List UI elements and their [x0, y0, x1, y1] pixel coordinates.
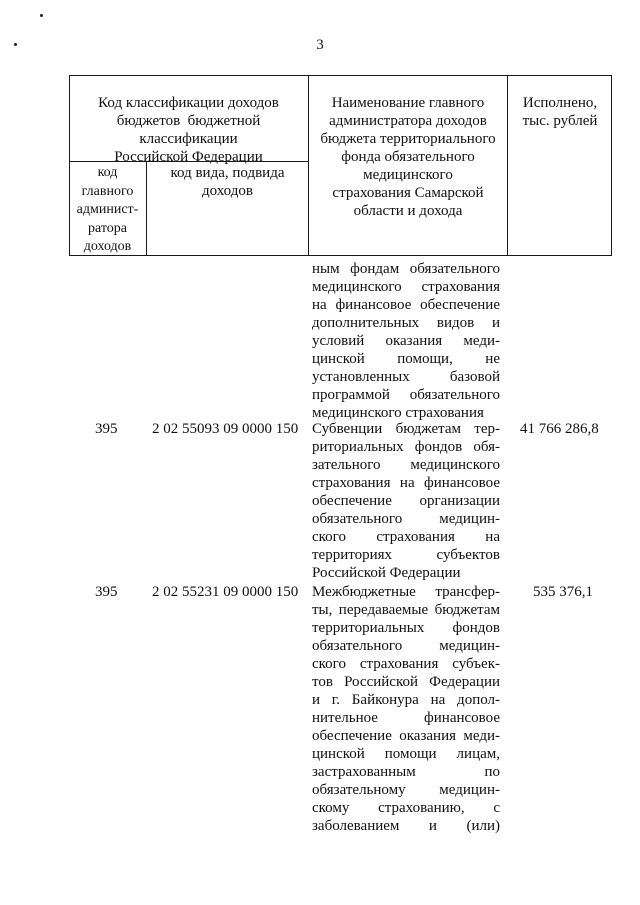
desc-line: территориях субъектов: [312, 547, 500, 563]
desc-line: скому страхованию, с: [312, 800, 500, 816]
table-header: [69, 75, 612, 255]
desc-line: условий оказания меди-: [312, 333, 500, 349]
desc-line: ского страхования на: [312, 529, 500, 545]
desc-line: обеспечение организации: [312, 493, 500, 509]
header-name-line: бюджета территориального: [320, 131, 496, 147]
header-admin-code-line: код: [97, 165, 118, 180]
desc-line: территориальных фондов: [312, 620, 500, 636]
desc-line: медицинского страхования: [312, 279, 500, 295]
desc-line: зательного медицинского: [312, 457, 500, 473]
desc-line: тов Российской Федерации: [312, 674, 500, 690]
desc-line: ты, передаваемые бюджетам: [312, 602, 500, 618]
header-border-top: [69, 75, 612, 76]
scan-speck: [40, 14, 43, 17]
desc-line: Межбюджетные трансфер-: [312, 584, 500, 600]
header-revenue-type-line: код вида, подвида: [170, 165, 285, 181]
header-revenue-type: [147, 164, 308, 200]
header-code-group: [69, 94, 308, 166]
desc-line: ского страхования субъек-: [312, 656, 500, 672]
header-amount-line: тыс. рублей: [522, 113, 598, 129]
desc-line: установленных базовой: [312, 369, 500, 385]
desc-line: Российской Федерации: [312, 565, 461, 581]
desc-line: риториальных фондов обя-: [312, 439, 500, 455]
desc-line: на финансовое обеспечение: [312, 297, 500, 313]
header-admin-code-line: админист-: [76, 202, 139, 217]
row-amount: 41 766 286,8: [520, 421, 599, 437]
desc-line: застрахованным по: [312, 764, 500, 780]
row-admin-code: 395: [95, 584, 118, 600]
desc-line: страхования на финансовое: [312, 475, 500, 491]
desc-line: обязательному медицин-: [312, 782, 500, 798]
header-admin-code-line: доходов: [83, 239, 132, 254]
header-code-group-line: Российской Федерации: [114, 149, 263, 165]
header-name-line: фонда обязательного: [341, 149, 475, 165]
header-border-bottom: [69, 255, 612, 256]
row-amount: 535 376,1: [533, 584, 593, 600]
desc-line: медицинского страхования: [312, 405, 484, 421]
desc-line: нительное финансовое: [312, 710, 500, 726]
header-admin-code-line: главного: [81, 183, 134, 199]
header-admin-code: [69, 164, 146, 257]
header-code-group-line: Код классификации доходов: [98, 95, 279, 111]
header-name-line: медицинского: [363, 167, 453, 183]
desc-line: заболеванием и (или): [312, 818, 500, 834]
row-revenue-code: 2 02 55231 09 0000 150: [152, 584, 299, 600]
header-revenue-type-line: доходов: [202, 183, 253, 199]
header-name-line: области и дохода: [353, 203, 463, 219]
desc-line: программой обязательного: [312, 387, 500, 403]
desc-line: обязательного медицин-: [312, 638, 500, 654]
header-amount-line: Исполнено,: [522, 95, 598, 111]
desc-line: дополнительных видов и: [312, 315, 500, 331]
desc-line: обязательного медицин-: [312, 511, 500, 527]
header-amount: [508, 94, 612, 130]
header-name-line: страхования Самарской: [332, 185, 484, 201]
header-name-line: Наименование главного: [331, 95, 485, 111]
row-revenue-code: 2 02 55093 09 0000 150: [152, 421, 299, 437]
header-admin-code-line: ратора: [88, 220, 127, 236]
desc-line: цинской помощи лицам,: [312, 746, 500, 762]
page-number: 3: [316, 37, 324, 53]
continuation-description: [312, 260, 500, 422]
header-code-group-line: бюджетов бюджетной: [116, 113, 261, 129]
desc-line: и г. Байконура на допол-: [312, 692, 500, 708]
header-name-line: администратора доходов: [329, 113, 487, 129]
desc-line: цинской помощи, не: [312, 351, 500, 367]
row-admin-code: 395: [95, 421, 118, 437]
desc-line: обеспечение оказания меди-: [312, 728, 500, 744]
desc-line: ным фондам обязательного: [312, 261, 500, 277]
row-description: [312, 420, 500, 582]
desc-line: Субвенции бюджетам тер-: [312, 421, 500, 437]
header-name: [309, 94, 507, 220]
row-description: [312, 583, 500, 835]
header-code-group-line: классификации: [139, 131, 238, 147]
